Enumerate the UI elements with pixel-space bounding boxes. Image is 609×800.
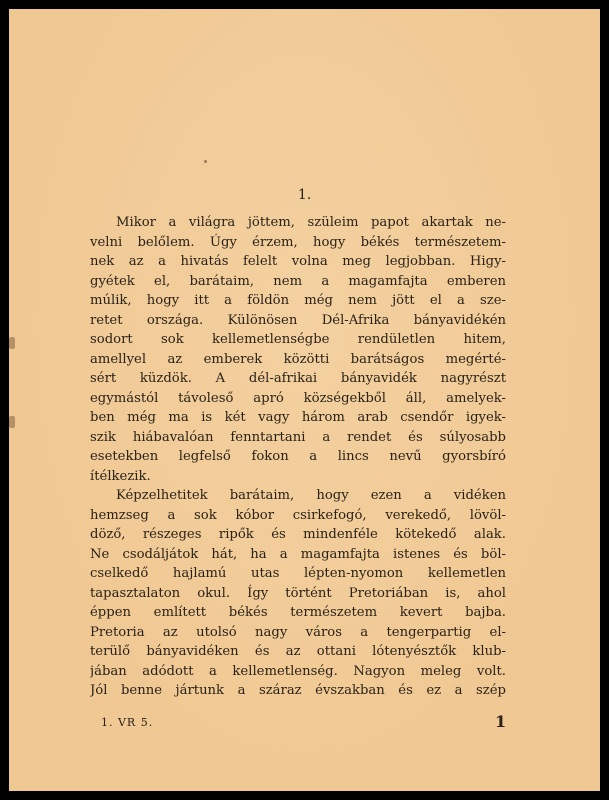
text-line: terülő bányavidéken és az ottani lótenyésztők klub- (90, 644, 506, 659)
binding-mark (9, 337, 15, 349)
chapter-number: 1. (297, 187, 312, 203)
text-line: esetekben legfelső fokon a lincs nevű gyorsbíró (90, 449, 506, 464)
text-line: ítélkezik. (90, 468, 151, 484)
text-line: egymástól távoleső apró községekből áll, amelyek- (90, 390, 506, 406)
text-line: cselkedő hajlamú utas lépten-nyomon kellemetlen (90, 566, 506, 581)
text-line: velni belőlem. Úgy érzem, hogy békés természetem- (90, 234, 506, 250)
binding-mark (9, 416, 15, 428)
body-text (90, 213, 506, 701)
footer-code: 1. VR 5. (101, 716, 154, 729)
text-line: amellyel az emberek közötti barátságos megérté- (90, 351, 506, 367)
page-number: 1 (495, 712, 507, 731)
text-line: sodort sok kellemetlenségbe rendületlen hitem, (90, 332, 506, 347)
text-line: Jól benne jártunk a száraz évszakban és ez a szép (90, 683, 506, 698)
text-line: ben még ma is két vagy három arab csendőr igyek- (90, 410, 506, 425)
text-line: Ne csodáljátok hát, ha a magamfajta istenes és böl- (90, 546, 506, 562)
text-line: nek az a hivatás felelt volna meg legjobban. Higy- (90, 254, 506, 269)
text-line: Mikor a világra jöttem, szüleim papot akartak ne- (116, 215, 506, 230)
text-line: gyétek el, barátaim, nem a magamfajta emberen (90, 273, 506, 289)
text-line: Képzelhetitek barátaim, hogy ezen a vidéken (116, 488, 506, 503)
print-speck (204, 160, 207, 163)
text-line: retet országa. Különösen Dél-Afrika bányavidékén (90, 312, 506, 328)
text-line: Pretoria az utolsó nagy város a tengerpartig el- (90, 624, 506, 640)
text-line: jában adódott a kellemetlenség. Nagyon meleg volt. (90, 663, 506, 679)
text-line: döző, részeges ripők és mindenféle kötekedő alak. (90, 527, 506, 542)
text-line: tapasztalaton okul. Így történt Pretoriában is, ahol (90, 585, 506, 601)
text-line: múlik, hogy itt a földön még nem jött el a sze- (90, 293, 506, 308)
text-line: éppen említett békés természetem kevert bajba. (90, 605, 506, 620)
text-line: szik hiábavalóan fenntartani a rendet és súlyosabb (90, 429, 506, 445)
text-line: hemzseg a sok kóbor csirkefogó, verekedő, lövöl- (90, 507, 506, 523)
text-line: sért küzdök. A dél-afrikai bányavidék nagyrészt (90, 371, 506, 386)
book-page (9, 9, 600, 791)
